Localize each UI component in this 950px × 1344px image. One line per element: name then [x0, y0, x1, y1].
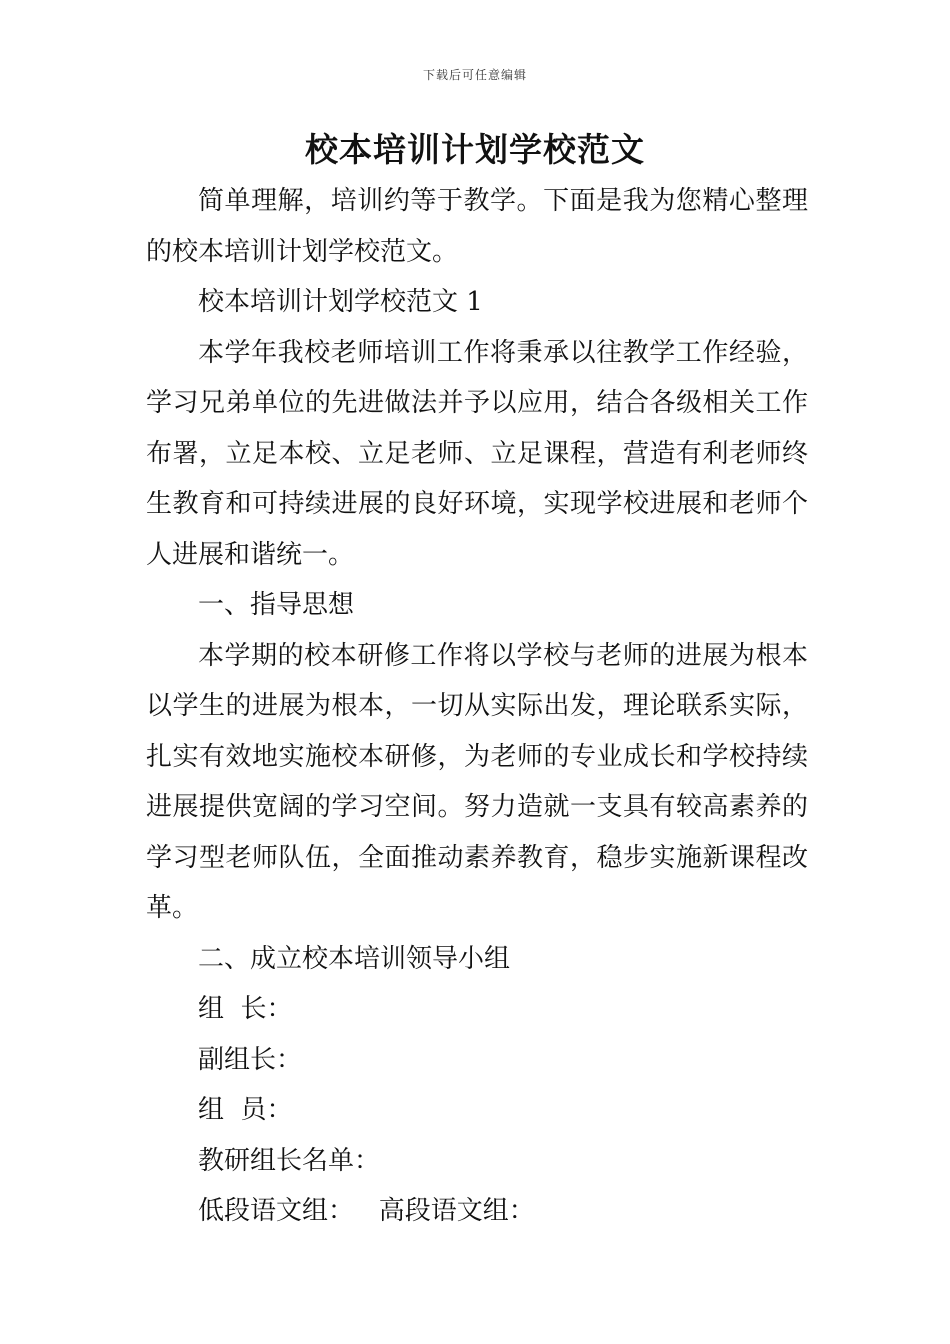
- research-group-leaders-line: 教研组长名单：: [198, 1145, 381, 1176]
- section-heading-guiding-ideas: 一、指导思想: [198, 590, 355, 620]
- group-leader-line: 组 长：: [198, 994, 293, 1024]
- group-members-line: 组 员：: [198, 1095, 293, 1125]
- body-paragraph: 本学年我校老师培训工作将秉承以往教学工作经验，学习兄弟单位的先进做法并予以应用，结合各级相关工作布署，立足本校、立足老师、立足课程，营造有利老师终生教育和可持续进展的良好环境，实现学校进展和老师个人进展和谐统一。: [146, 337, 808, 570]
- document-title: 校本培训计划学校范文: [305, 130, 645, 169]
- deputy-leader-line: 副组长：: [198, 1044, 303, 1075]
- header-note: 下载后可任意编辑: [422, 68, 527, 82]
- language-groups-line: 低段语文组： 高段语文组：: [198, 1196, 535, 1226]
- intro-paragraph: 简单理解，培训约等于教学。下面是我为您精心整理的校本培训计划学校范文。: [146, 186, 808, 267]
- document-body: [146, 176, 808, 1237]
- body-paragraph: 本学期的校本研修工作将以学校与老师的进展为根本以学生的进展为根本，一切从实际出发，理论联系实际，扎实有效地实施校本研修，为老师的专业成长和学校持续进展提供宽阔的学习空间。努力造就一支具有较高素养的学习型老师队伍，全面推动素养教育，稳步实施新课程改革。: [146, 640, 808, 923]
- section-heading-leadership-group: 二、成立校本培训领导小组: [198, 943, 511, 974]
- section-heading-sample-1: 校本培训计划学校范文 1: [198, 287, 483, 317]
